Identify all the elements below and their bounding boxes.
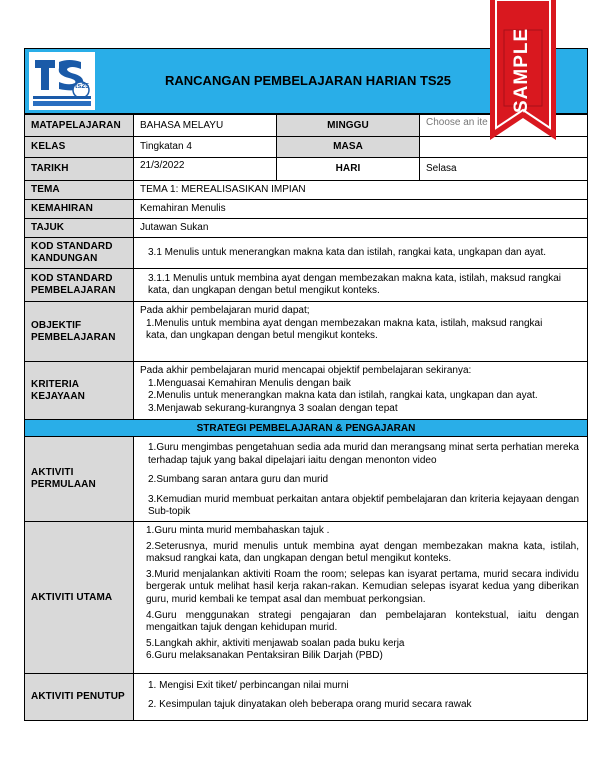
utama-item: 6.Guru melaksanakan Pentaksiran Bilik Darjah (PBD) xyxy=(146,650,383,662)
kriteria-cell xyxy=(133,361,588,420)
hari-value: Selasa xyxy=(419,157,588,181)
kriteria-item: 1.Menguasai Kemahiran Menulis dengan baik xyxy=(148,377,351,389)
logo-text: ts25 xyxy=(75,83,90,90)
mata-value: BAHASA MELAYU xyxy=(133,114,277,137)
sample-watermark xyxy=(488,0,558,152)
page-title: RANCANGAN PEMBELAJARAN HARIAN TS25 xyxy=(165,73,452,88)
kriteria-item: 2.Menulis untuk menerangkan makna kata dan istilah, rangkai kata, ungkapan dan ayat. xyxy=(148,390,538,402)
kod-sp-label: KOD STANDARD PEMBELAJARAN xyxy=(24,268,134,302)
kelas-label: KELAS xyxy=(24,136,134,158)
kriteria-label: KRITERIA KEJAYAAN xyxy=(24,361,134,420)
objektif-item: 1.Menulis untuk membina ayat dengan membezakan makna kata, istilah, maksud rangkai kata, dan ungkapan dengan betul mengikut konteks. xyxy=(146,317,543,342)
tema-label: TEMA xyxy=(24,180,134,200)
kelas-value: Tingkatan 4 xyxy=(133,136,277,158)
objektif-cell xyxy=(133,301,588,362)
permulaan-item: 1.Guru mengimbas pengetahuan sedia ada murid dan merangsang minat serta perhatian mereka terhadap tajuk yang bakal dipelajari iaitu dengan menonton video xyxy=(148,442,579,466)
masa-label: MASA xyxy=(276,136,420,158)
permulaan-cell xyxy=(133,436,588,522)
utama-label: AKTIVITI UTAMA xyxy=(24,521,134,674)
tajuk-value: Jutawan Sukan xyxy=(133,218,588,238)
tema-value: TEMA 1: MEREALISASIKAN IMPIAN xyxy=(133,180,588,200)
utama-item: 1.Guru minta murid membahaskan tajuk . xyxy=(146,525,330,536)
permulaan-item: 2.Sumbang saran antara guru dan murid xyxy=(148,474,329,486)
tarikh-value: 21/3/2022 xyxy=(133,157,277,181)
kriteria-intro: Pada akhir pembelajaran murid mencapai objektif pembelajaran sekiranya: xyxy=(140,365,472,376)
utama-item: 3.Murid menjalankan aktiviti Roam the room; selepas kan isyarat pertama, murid secara individu bergerak untuk melihat hasil kerja rakan-rakan. Kemudian selepas isyarat kedua yang diberikan guru, murid kembali ke tempat asal dan membuat perkongsian. xyxy=(146,568,579,605)
utama-item: 5.Langkah akhir, aktiviti menjawab soalan pada buku kerja xyxy=(146,637,405,649)
utama-item: 4.Guru menggunakan strategi pengajaran dan pembelajaran kontekstual, iaitu dengan mengaitkan tajuk dengan kehidupan murid. xyxy=(146,609,579,634)
ts25-logo-icon xyxy=(29,52,95,110)
utama-cell xyxy=(133,521,588,674)
penutup-item: 1. Mengisi Exit tiket/ perbincangan nilai murni xyxy=(148,680,349,691)
minggu-label: MINGGU xyxy=(276,114,420,137)
kemahiran-label: KEMAHIRAN xyxy=(24,199,134,219)
minggu-select[interactable]: Choose an ite xyxy=(419,114,588,137)
kriteria-item: 3.Menjawab sekurang-kurangnya 3 soalan dengan tepat xyxy=(148,402,398,414)
tarikh-label: TARIKH xyxy=(24,157,134,181)
hari-label: HARI xyxy=(276,157,420,181)
penutup-label: AKTIVITI PENUTUP xyxy=(24,673,134,721)
kemahiran-value: Kemahiran Menulis xyxy=(133,199,588,219)
permulaan-item: 3.Kemudian murid membuat perkaitan antara objektif pembelajaran dan kriteria kejayaan dengan Sub-topik xyxy=(148,493,579,518)
logo xyxy=(29,52,95,110)
penutup-cell xyxy=(133,673,588,721)
kod-sp-value: 3.1.1 Menulis untuk membina ayat dengan membezakan makna kata, istilah, maksud rangkai kata, dan ungkapan dengan betul mengikut konteks. xyxy=(133,268,588,302)
kod-sk-label: KOD STANDARD KANDUNGAN xyxy=(24,237,134,269)
kod-sk-value: 3.1 Menulis untuk menerangkan makna kata dan istilah, rangkai kata, ungkapan dan ayat. xyxy=(133,237,588,269)
objektif-label: OBJEKTIF PEMBELAJARAN xyxy=(24,301,134,362)
utama-item: 2.Seterusnya, murid menulis untuk membina ayat dengan membezakan makna kata, istilah, maksud rangkai kata, dan ungkapan dengan betul mengikut konteks. xyxy=(146,540,579,565)
permulaan-label: AKTIVITI PERMULAAN xyxy=(24,436,134,522)
tajuk-label: TAJUK xyxy=(24,218,134,238)
strategi-header: STRATEGI PEMBELAJARAN & PENGAJARAN xyxy=(24,419,588,437)
penutup-item: 2. Kesimpulan tajuk dinyatakan oleh beberapa orang murid secara rawak xyxy=(148,698,472,710)
sample-text: SAMPLE xyxy=(511,27,532,113)
mata-label: MATAPELAJARAN xyxy=(24,114,134,137)
objektif-intro: Pada akhir pembelajaran murid dapat; xyxy=(140,305,310,316)
